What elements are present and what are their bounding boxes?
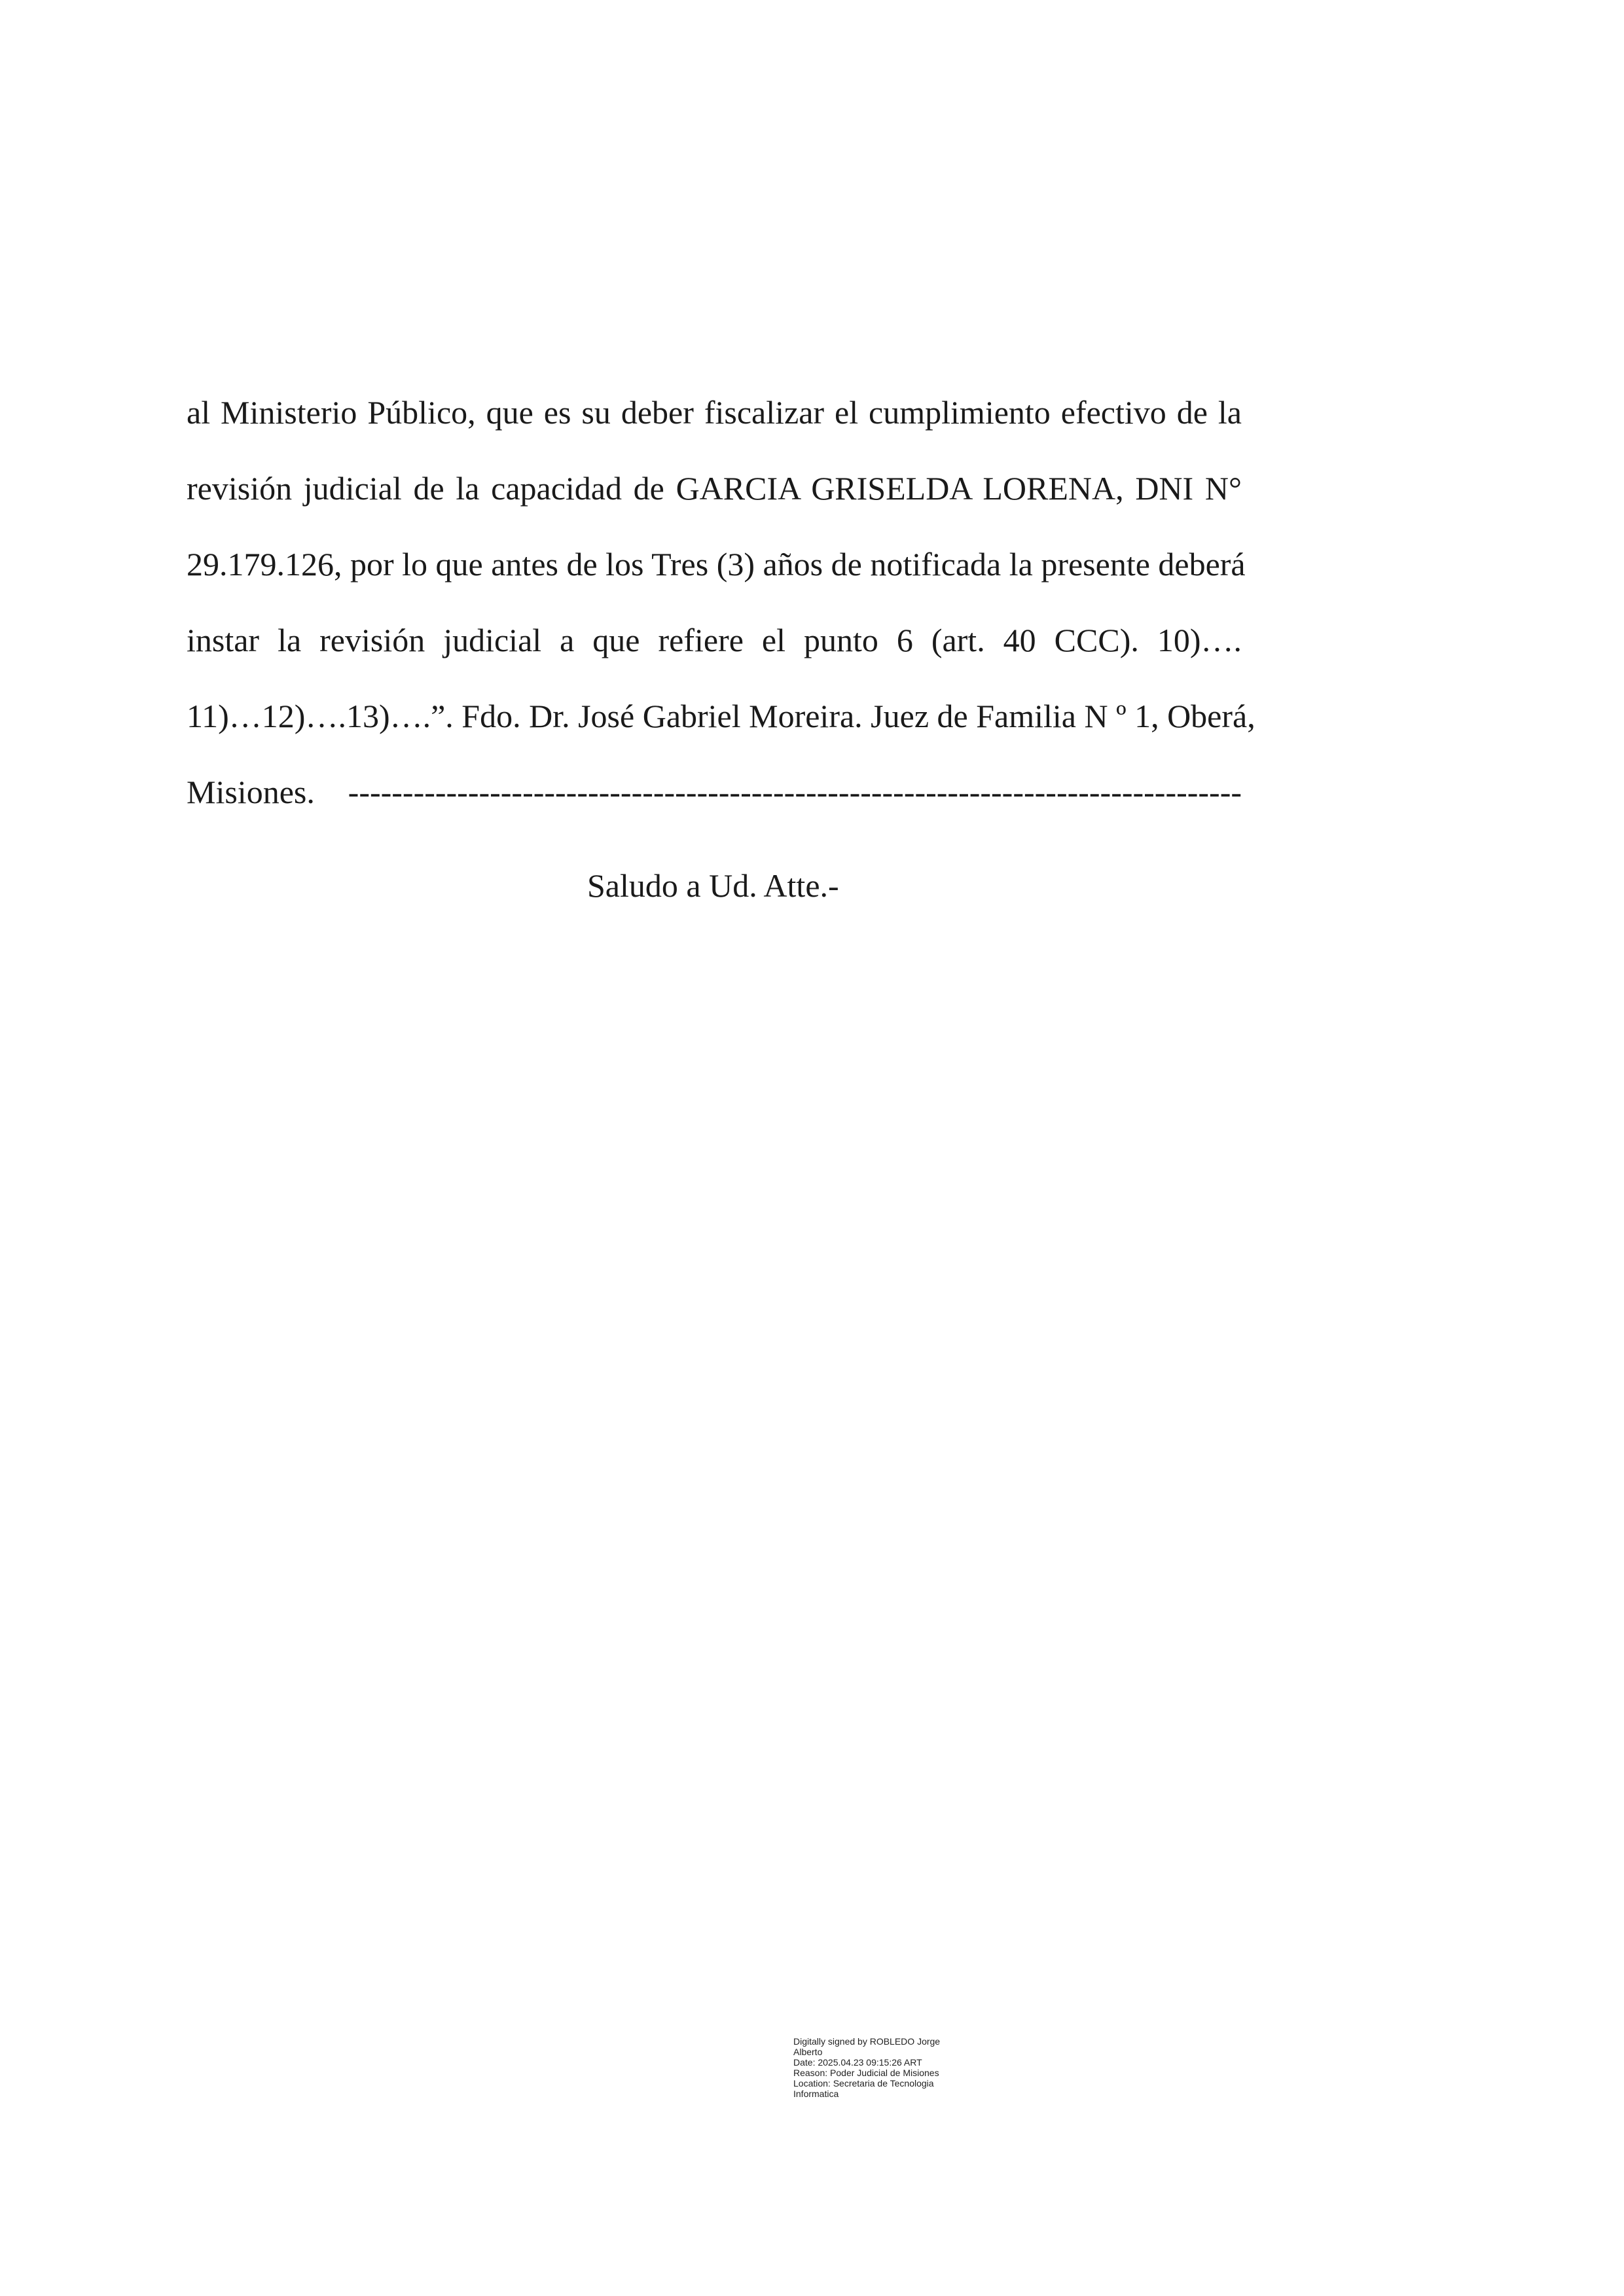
signature-reason: Reason: Poder Judicial de Misiones bbox=[793, 2068, 939, 2078]
body-line: revisión judicial de la capacidad de GARCIA GRISELDA LORENA, DNI N° bbox=[187, 470, 1242, 507]
signature-location: Location: Secretaria de Tecnologia bbox=[793, 2078, 934, 2089]
body-line: instar la revisión judicial a que refiere el punto 6 (art. 40 CCC). 10)…. bbox=[187, 622, 1242, 658]
body-line: al Ministerio Público, que es su deber fiscalizar el cumplimiento efectivo de la bbox=[187, 394, 1242, 431]
signature-line: Digitally signed by ROBLEDO Jorge bbox=[793, 2036, 941, 2047]
body-line: 29.179.126, por lo que antes de los Tres (3) años de notificada la presente deberá bbox=[187, 546, 1246, 583]
digital-signature-block bbox=[793, 2036, 1068, 2099]
body-paragraph bbox=[187, 374, 1255, 830]
signature-date: Date: 2025.04.23 09:15:26 ART bbox=[793, 2057, 922, 2068]
body-line: Misiones. ---------------------------------------------------------------------------------- bbox=[187, 774, 1242, 810]
signature-line: Informatica bbox=[793, 2089, 839, 2099]
body-line: 11)…12)….13)….”. Fdo. Dr. José Gabriel Moreira. Juez de Familia N º 1, Oberá, bbox=[187, 698, 1255, 734]
closing-salutation: Saludo a Ud. Atte.- bbox=[587, 867, 839, 904]
signature-line: Alberto bbox=[793, 2047, 823, 2057]
